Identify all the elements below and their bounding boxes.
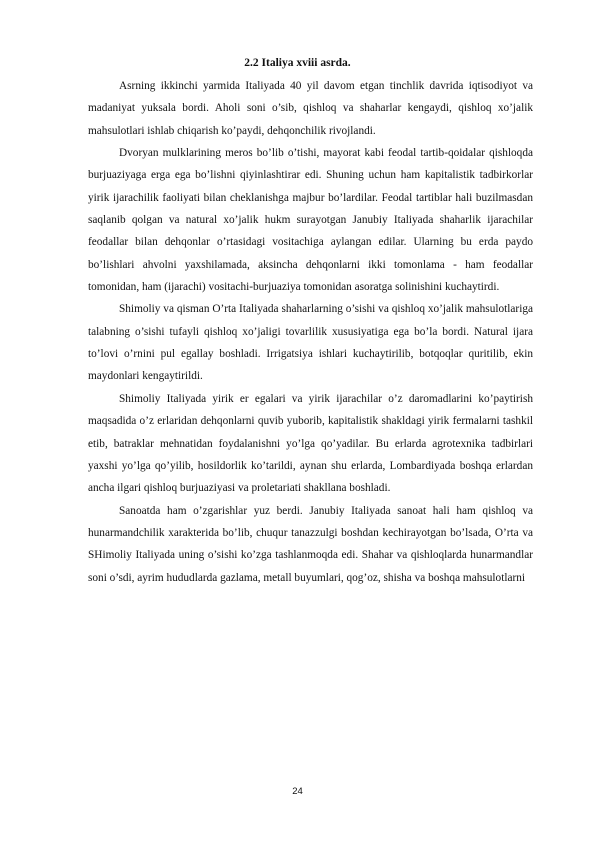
body-text (88, 75, 533, 589)
paragraph: Shimoliy Italiyada yirik er egalari va yirik ijarachilar o’z daromadlarini ko’paytirish maqsadida o’z erlaridan dehqonlarni quvib yuborib, kapitalistik shakldagi yirik fermalarni tashkil etib, batraklar mehnatidan foydalanishni yo’lga qo’yadilar. Bu erlarda agrotexnika tadbirlari yaxshi yo’lga qo’yilib, hosildorlik ko’tarildi, aynan shu erlarda, Lombardiyada boshqa erlardan ancha ilgari qishloq burjuaziyasi va proletariati shakllana boshladi. (88, 392, 533, 495)
section-heading: 2.2 Italiya xviii asrda. (244, 57, 351, 69)
page-number: 24 (292, 786, 303, 797)
paragraph: Shimoliy va qisman O’rta Italiyada shaharlarning o’sishi va qishloq xo’jalik mahsulotlariga talabning o’sishi tufayli qishloq xo’jaligi tovarlilik xususiyatiga ega bo’la bordi. Natural ijara to’lovi o’rnini pul egallay boshladi. Irrigatsiya ishlari kuchaytirilib, botqoqlar quritilib, ekin maydonlari kengaytirildi. (88, 303, 533, 383)
paragraph: Asrning ikkinchi yarmida Italiyada 40 yil davom etgan tinchlik davrida iqtisodiyot va madaniyat yuksala bordi. Aholi soni o’sib, qishloq va shaharlar kengaydi, qishloq xo’jalik mahsulotlari ishlab chiqarish ko’paydi, dehqonchilik rivojlandi. (88, 80, 533, 137)
paragraph: Sanoatda ham o’zgarishlar yuz berdi. Janubiy Italiyada sanoat hali ham qishloq va hunarmandchilik xarakterida bo’lib, chuqur tanazzulgi boshdan kechirayotgan bo’lsada, O’rta va SHimoliy Italiyada uning o’sishi ko’zga tashlanmoqda edi. Shahar va qishloqlarda hunarmandlar soni o’sdi, ayrim hududlarda gazlama, metall buyumlari, qog’oz, shisha va boshqa mahsulotlarni (88, 504, 533, 584)
paragraph: Dvoryan mulklarining meros bo’lib o’tishi, mayorat kabi feodal tartib-qoidalar qishloqda burjuaziyaga erga ega bo’lishni qiyinlashtirar edi. Shuning uchun ham kapitalistik tadbirkorlar yirik ijarachilik faoliyati bilan cheklanishga majbur bo’lardilar. Feodal tartiblar hali buzilmasdan saqlanib qolgan va natural xo’jalik hukm surayotgan Janubiy Italiyada shaharlik ijarachilar feodallar bilan dehqonlar o’rtasidagi vositachiga aylangan edilar. Ularning bu erda paydo bo’lishlari ahvolni yaxshilamada, aksincha dehqonlarni ikki tomonlama - ham feodallar tomonidan, ham (ijarachi) vositachi-burjuaziya tomonidan asoratga solinishini kuchaytirdi. (88, 147, 533, 294)
